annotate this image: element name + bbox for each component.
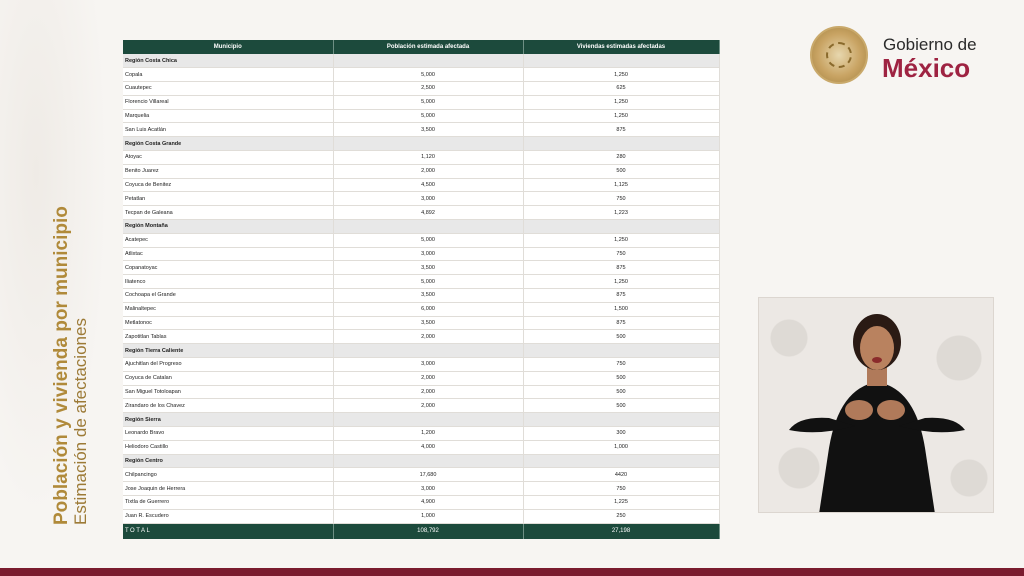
cell-municipio: Marquelia: [123, 109, 333, 123]
total-viviendas: 27,198: [523, 523, 719, 539]
cell-viviendas: 875: [523, 123, 719, 137]
cell-viviendas: 1,225: [523, 496, 719, 510]
cell-poblacion: 5,000: [333, 109, 523, 123]
cell-poblacion: 3,000: [333, 247, 523, 261]
cell-viviendas: [523, 137, 719, 151]
logo-line-2: México: [882, 53, 971, 83]
table-row: [123, 68, 719, 82]
cell-municipio: Leonardo Bravo: [123, 427, 333, 441]
cell-municipio: Chilpancingo: [123, 468, 333, 482]
cell-poblacion: 6,000: [333, 302, 523, 316]
table-row: [123, 261, 719, 275]
table-row: [123, 123, 719, 137]
cell-municipio: Región Centro: [123, 454, 333, 468]
table-row: [123, 427, 719, 441]
cell-viviendas: 875: [523, 289, 719, 303]
cell-municipio: Región Costa Chica: [123, 54, 333, 68]
logo-line-1: Gobierno de: [883, 35, 977, 54]
table-header-row: [123, 40, 719, 54]
cell-viviendas: 625: [523, 82, 719, 96]
slide-title: [52, 206, 90, 525]
header-municipio: Municipio: [123, 40, 333, 54]
slide-subtitle: Estimación de afectaciones: [70, 318, 90, 525]
cell-poblacion: [333, 413, 523, 427]
cell-poblacion: 3,500: [333, 123, 523, 137]
cell-municipio: Tecpan de Galeana: [123, 206, 333, 220]
cell-municipio: Acatepec: [123, 233, 333, 247]
table-row: [123, 496, 719, 510]
cell-municipio: Copanatoyac: [123, 261, 333, 275]
cell-viviendas: 1,250: [523, 68, 719, 82]
cell-municipio: Petatlan: [123, 192, 333, 206]
table-row: [123, 358, 719, 372]
cell-poblacion: 3,000: [333, 482, 523, 496]
cell-poblacion: 4,500: [333, 178, 523, 192]
table-row: [123, 109, 719, 123]
cell-viviendas: 250: [523, 509, 719, 523]
table-row: [123, 399, 719, 413]
cell-viviendas: 280: [523, 151, 719, 165]
table-row: [123, 206, 719, 220]
table-row: [123, 440, 719, 454]
table-row: [123, 275, 719, 289]
cell-poblacion: [333, 344, 523, 358]
cell-viviendas: 1,250: [523, 233, 719, 247]
cell-municipio: Región Montaña: [123, 220, 333, 234]
cell-poblacion: 4,900: [333, 496, 523, 510]
table-row: [123, 330, 719, 344]
cell-municipio: Florencio Villareal: [123, 95, 333, 109]
interpreter-figure: [759, 298, 994, 513]
government-seal-icon: [810, 26, 868, 84]
cell-municipio: Zirandaro de los Chavez: [123, 399, 333, 413]
cell-poblacion: [333, 54, 523, 68]
cell-poblacion: 2,000: [333, 164, 523, 178]
cell-viviendas: 500: [523, 371, 719, 385]
cell-municipio: Heliodoro Castillo: [123, 440, 333, 454]
affected-population-table-container: [123, 40, 719, 539]
cell-poblacion: 2,000: [333, 371, 523, 385]
cell-poblacion: 3,500: [333, 261, 523, 275]
cell-poblacion: 3,500: [333, 289, 523, 303]
cell-poblacion: 5,000: [333, 95, 523, 109]
cell-poblacion: 2,000: [333, 399, 523, 413]
table-total-row: [123, 523, 719, 539]
cell-viviendas: [523, 220, 719, 234]
cell-viviendas: 1,125: [523, 178, 719, 192]
cell-municipio: Malinaltepec: [123, 302, 333, 316]
cell-municipio: Zapotitlan Tablas: [123, 330, 333, 344]
cell-municipio: Región Sierra: [123, 413, 333, 427]
table-row: [123, 371, 719, 385]
cell-poblacion: 2,000: [333, 330, 523, 344]
table-row: [123, 289, 719, 303]
cell-poblacion: [333, 220, 523, 234]
cell-municipio: Cochoapa el Grande: [123, 289, 333, 303]
cell-poblacion: 3,500: [333, 316, 523, 330]
cell-municipio: Benito Juarez: [123, 164, 333, 178]
cell-viviendas: [523, 54, 719, 68]
cell-viviendas: 1,223: [523, 206, 719, 220]
cell-municipio: Coyuca de Catalan: [123, 371, 333, 385]
cell-municipio: Copala: [123, 68, 333, 82]
cell-poblacion: [333, 137, 523, 151]
region-row: [123, 454, 719, 468]
cell-municipio: Región Costa Grande: [123, 137, 333, 151]
cell-viviendas: 1,250: [523, 109, 719, 123]
header-viviendas: Viviendas estimadas afectadas: [523, 40, 719, 54]
cell-viviendas: [523, 413, 719, 427]
table-row: [123, 385, 719, 399]
cell-poblacion: 4,892: [333, 206, 523, 220]
cell-poblacion: 5,000: [333, 233, 523, 247]
cell-viviendas: 500: [523, 330, 719, 344]
sign-language-interpreter-video: [758, 297, 994, 513]
cell-municipio: Región Tierra Caliente: [123, 344, 333, 358]
cell-viviendas: 1,250: [523, 275, 719, 289]
cell-poblacion: 4,000: [333, 440, 523, 454]
cell-viviendas: 750: [523, 247, 719, 261]
header-poblacion: Población estimada afectada: [333, 40, 523, 54]
table-row: [123, 247, 719, 261]
cell-viviendas: 1,250: [523, 95, 719, 109]
table-row: [123, 468, 719, 482]
region-row: [123, 54, 719, 68]
table-row: [123, 178, 719, 192]
cell-poblacion: [333, 454, 523, 468]
cell-viviendas: 500: [523, 164, 719, 178]
cell-poblacion: 3,000: [333, 358, 523, 372]
cell-poblacion: 5,000: [333, 275, 523, 289]
table-row: [123, 164, 719, 178]
cell-poblacion: 3,000: [333, 192, 523, 206]
cell-municipio: Cuautepec: [123, 82, 333, 96]
table-row: [123, 302, 719, 316]
cell-municipio: Atlixtac: [123, 247, 333, 261]
region-row: [123, 220, 719, 234]
table-row: [123, 233, 719, 247]
cell-municipio: Metlatonoc: [123, 316, 333, 330]
cell-poblacion: 1,200: [333, 427, 523, 441]
cell-viviendas: 300: [523, 427, 719, 441]
total-label: TOTAL: [123, 523, 333, 539]
total-poblacion: 108,792: [333, 523, 523, 539]
cell-municipio: Juan R. Escudero: [123, 509, 333, 523]
cell-municipio: Coyuca de Benitez: [123, 178, 333, 192]
slide-title-main: Población y vivienda por municipio: [51, 206, 72, 525]
cell-viviendas: 1,500: [523, 302, 719, 316]
cell-viviendas: 750: [523, 358, 719, 372]
region-row: [123, 413, 719, 427]
cell-municipio: Ajuchitlan del Progreso: [123, 358, 333, 372]
gobierno-de-mexico-logo: [810, 26, 990, 86]
table-body: [123, 54, 719, 523]
cell-poblacion: 17,680: [333, 468, 523, 482]
footer-bar: [0, 568, 1024, 576]
table-row: [123, 192, 719, 206]
cell-municipio: Atoyac: [123, 151, 333, 165]
cell-viviendas: 1,000: [523, 440, 719, 454]
cell-viviendas: 875: [523, 316, 719, 330]
cell-poblacion: 2,000: [333, 385, 523, 399]
cell-poblacion: 1,000: [333, 509, 523, 523]
cell-viviendas: 750: [523, 192, 719, 206]
table-row: [123, 509, 719, 523]
cell-poblacion: 1,120: [333, 151, 523, 165]
cell-viviendas: 4420: [523, 468, 719, 482]
table-row: [123, 82, 719, 96]
cell-municipio: Iliatenco: [123, 275, 333, 289]
cell-municipio: San Miguel Totoloapan: [123, 385, 333, 399]
region-row: [123, 137, 719, 151]
cell-poblacion: 5,000: [333, 68, 523, 82]
cell-viviendas: 750: [523, 482, 719, 496]
cell-viviendas: 875: [523, 261, 719, 275]
affected-population-table: [123, 40, 720, 539]
table-row: [123, 95, 719, 109]
cell-municipio: San Luis Acatlán: [123, 123, 333, 137]
cell-viviendas: 500: [523, 385, 719, 399]
region-row: [123, 344, 719, 358]
cell-poblacion: 2,500: [333, 82, 523, 96]
table-row: [123, 482, 719, 496]
cell-viviendas: 500: [523, 399, 719, 413]
cell-municipio: Tixtla de Guerrero: [123, 496, 333, 510]
cell-viviendas: [523, 454, 719, 468]
table-row: [123, 151, 719, 165]
cell-municipio: Jose Joaquin de Herrera: [123, 482, 333, 496]
cell-viviendas: [523, 344, 719, 358]
table-row: [123, 316, 719, 330]
